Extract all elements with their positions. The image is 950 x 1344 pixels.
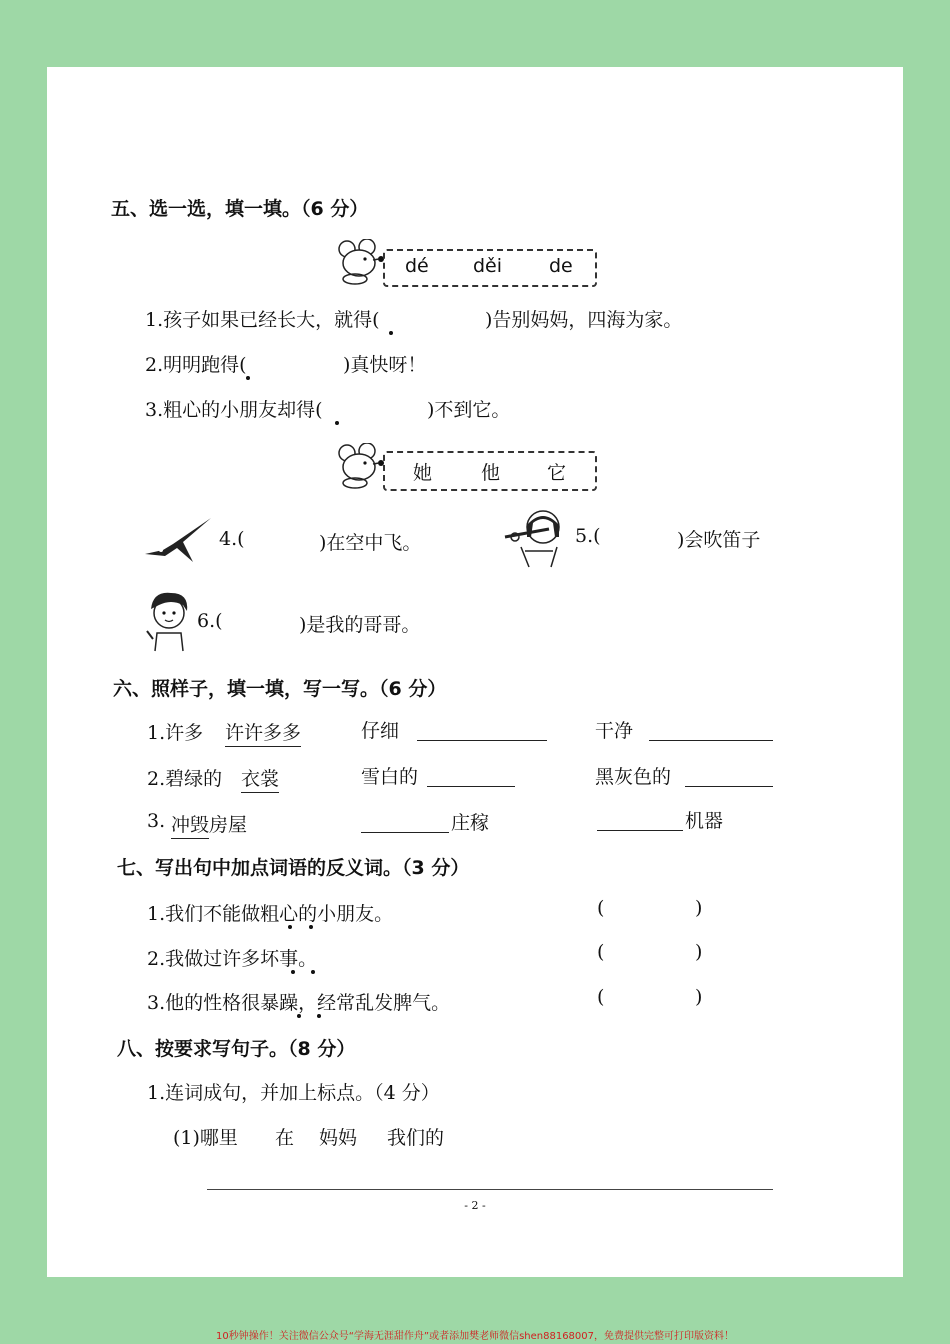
- answer-paren-right: ): [695, 941, 703, 963]
- q8-word-1: (1)哪里: [173, 1127, 238, 1149]
- q6-r3-word3: 机器: [685, 810, 724, 832]
- q6-r1-word2: 仔细: [361, 720, 400, 742]
- boy-avatar-icon: [143, 591, 195, 653]
- q5-s3-end: )不到它。: [427, 399, 511, 421]
- answer-blank[interactable]: [427, 786, 515, 787]
- answer-paren-right: ): [695, 897, 703, 919]
- q5-s2-start: 2.明明跑得(: [145, 354, 247, 376]
- answer-blank[interactable]: [649, 740, 773, 741]
- q6-r1-example: 许许多多: [225, 718, 301, 747]
- emphasis-dot: [317, 1014, 321, 1018]
- answer-paren-left: (: [597, 897, 605, 919]
- q7-item-2: 2.我做过许多坏事。: [147, 948, 318, 970]
- q5-s4-end: )在空中飞。: [319, 532, 422, 554]
- q5-s6-start: 6.(: [197, 610, 223, 632]
- q7-item-1: 1.我们不能做粗心的小朋友。: [147, 903, 394, 925]
- q5-s5-end: )会吹笛子: [677, 529, 761, 551]
- answer-blank[interactable]: [597, 830, 683, 831]
- q5-s5-start: 5.(: [575, 525, 601, 547]
- q6-r1-word3: 干净: [595, 720, 634, 742]
- pinyin-dei3: děi: [473, 255, 503, 277]
- swallow-bird-icon: [143, 514, 213, 566]
- answer-blank[interactable]: [361, 832, 449, 833]
- q6-r3-example: 冲毁: [171, 810, 209, 839]
- q5-s1-end: )告别妈妈，四海为家。: [485, 309, 683, 331]
- section-8-title: 八、按要求写句子。（8 分）: [117, 1038, 356, 1060]
- footer-divider: [207, 1189, 773, 1190]
- q5-s1-start: 1.孩子如果已经长大，就得(: [145, 309, 380, 331]
- q6-r3-word2: 庄稼: [451, 812, 490, 834]
- answer-paren-left: (: [597, 986, 605, 1008]
- section-7-title: 七、写出句中加点词语的反义词。（3 分）: [117, 857, 470, 879]
- q8-word-2: 在: [275, 1127, 295, 1149]
- q6-r2-prefix: 2.碧绿的: [147, 768, 223, 790]
- girl-playing-flute-icon: [503, 507, 571, 569]
- emphasis-dot: [288, 925, 292, 929]
- pronoun-it: 它: [547, 462, 567, 484]
- emphasis-dot: [389, 331, 393, 335]
- q5-s4-start: 4.(: [219, 528, 245, 550]
- pinyin-de2: dé: [405, 255, 429, 277]
- answer-paren-left: (: [597, 941, 605, 963]
- answer-blank[interactable]: [685, 786, 773, 787]
- worksheet-page: [47, 67, 903, 1277]
- promo-banner: 10秒钟操作！关注微信公众号“学海无涯甜作舟”或者添加樊老师微信shen88168007，免费提供完整可打印版资料！: [215, 1331, 735, 1342]
- mouse-icon: [337, 239, 387, 287]
- q6-r3-prefix: 3.: [147, 810, 166, 832]
- section-6-title: 六、照样子，填一填，写一写。（6 分）: [113, 678, 447, 700]
- pinyin-de: de: [549, 255, 573, 277]
- q6-r3-suffix: 房屋: [209, 814, 248, 836]
- answer-paren-right: ): [695, 986, 703, 1008]
- pronoun-he: 他: [481, 462, 501, 484]
- q8-word-3: 妈妈: [319, 1127, 358, 1149]
- emphasis-dot: [309, 925, 313, 929]
- pronoun-she: 她: [413, 462, 433, 484]
- mouse-icon: [337, 443, 387, 491]
- q6-r1-prefix: 1.许多: [147, 722, 204, 744]
- emphasis-dot: [297, 1014, 301, 1018]
- q5-s6-end: )是我的哥哥。: [299, 614, 421, 636]
- q8-sub-1: 1.连词成句，并加上标点。（4 分）: [147, 1082, 440, 1104]
- q8-word-4: 我们的: [387, 1127, 445, 1149]
- answer-blank[interactable]: [417, 740, 547, 741]
- section-5-title: 五、选一选，填一填。（6 分）: [111, 198, 369, 220]
- emphasis-dot: [246, 376, 250, 380]
- q5-s3-start: 3.粗心的小朋友却得(: [145, 399, 323, 421]
- q7-item-3: 3.他的性格很暴躁，经常乱发脾气。: [147, 992, 451, 1014]
- emphasis-dot: [291, 970, 295, 974]
- emphasis-dot: [311, 970, 315, 974]
- page-number: - 2 -: [464, 1199, 486, 1212]
- q6-r2-example: 衣裳: [241, 764, 279, 793]
- q6-r2-word2: 雪白的: [361, 766, 419, 788]
- q5-s2-end: )真快呀！: [343, 354, 427, 376]
- emphasis-dot: [335, 421, 339, 425]
- q6-r2-word3: 黑灰色的: [595, 766, 672, 788]
